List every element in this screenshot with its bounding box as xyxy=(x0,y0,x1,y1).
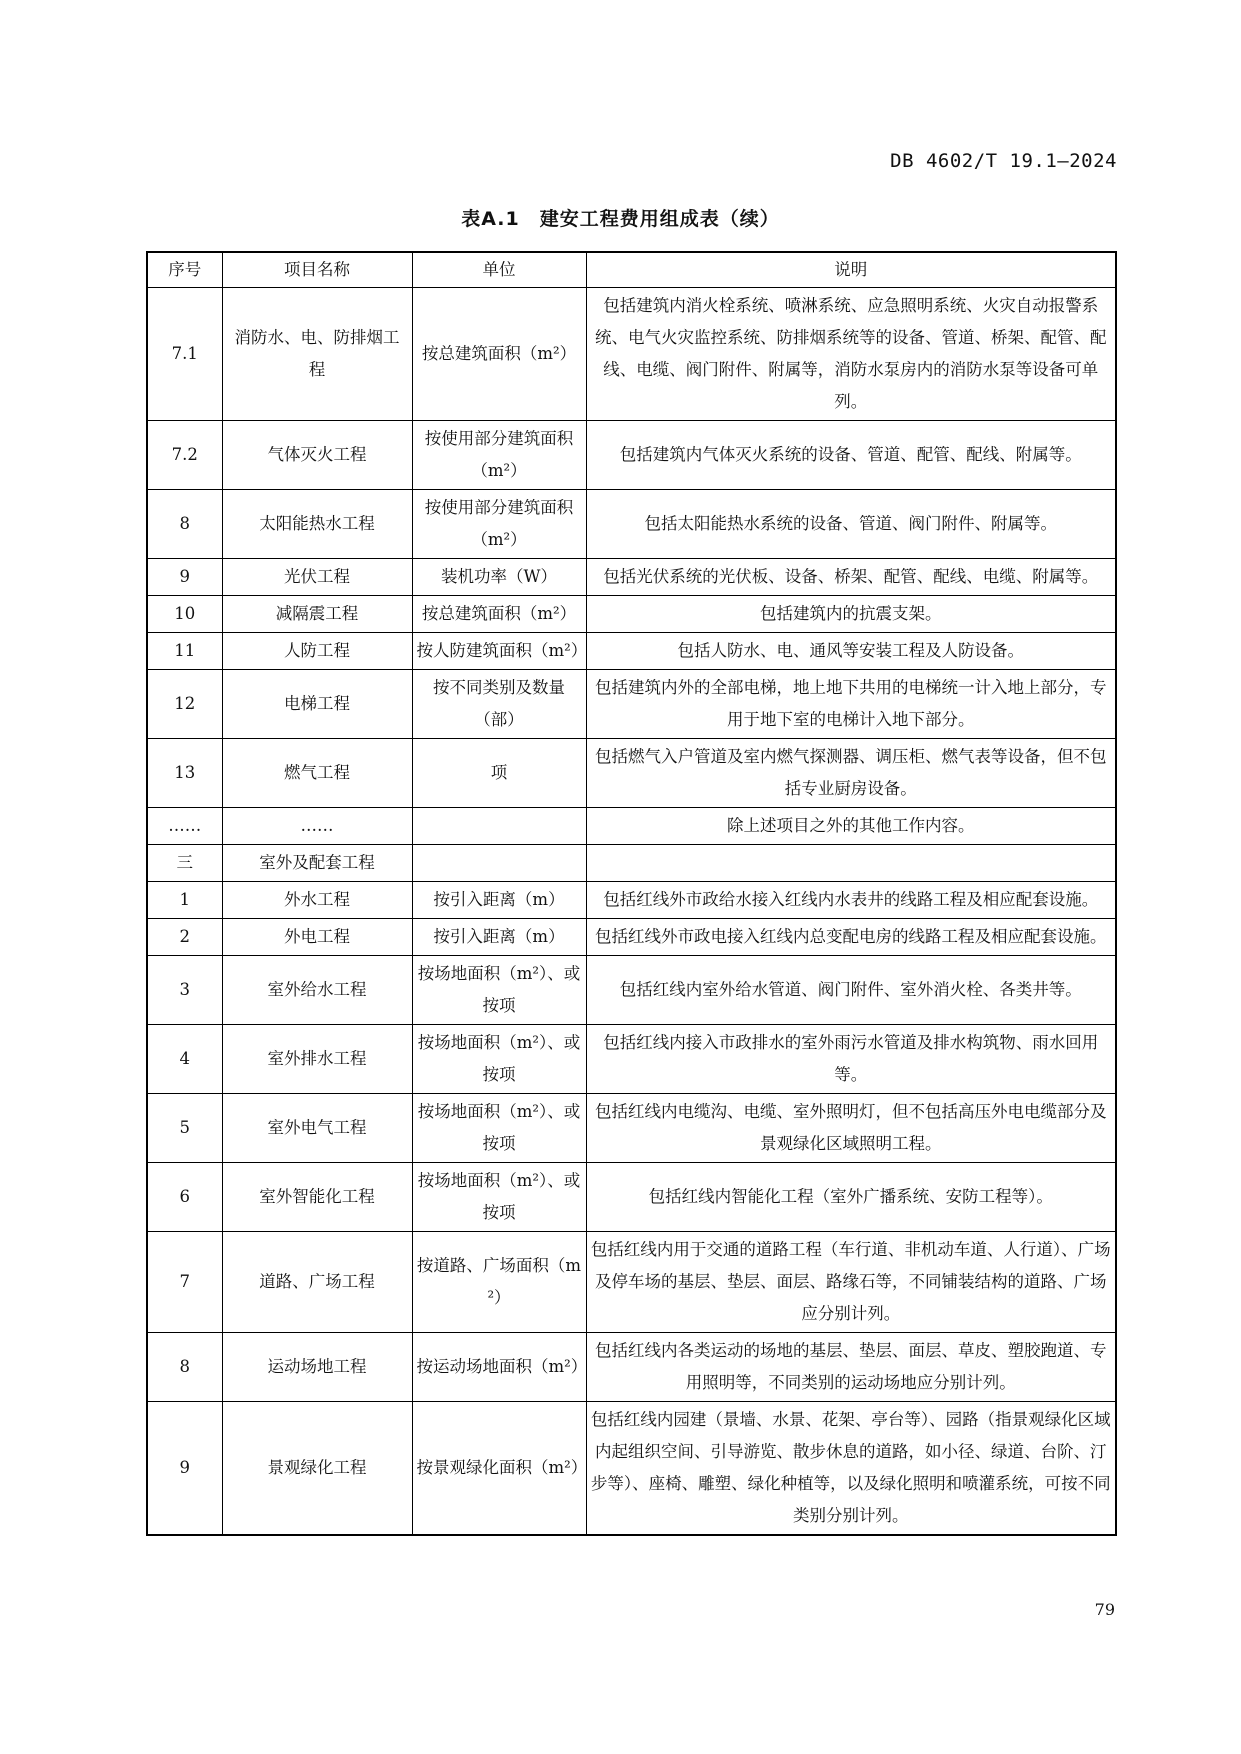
cell-desc xyxy=(586,845,1116,882)
cell-name: 人防工程 xyxy=(222,633,412,670)
table-row xyxy=(147,882,1116,919)
table-row xyxy=(147,1232,1116,1333)
cell-no: 5 xyxy=(147,1094,222,1163)
table-row xyxy=(147,490,1116,559)
cell-no: …… xyxy=(147,808,222,845)
cell-no: 11 xyxy=(147,633,222,670)
table-title: 表A.1 建安工程费用组成表（续） xyxy=(461,208,780,230)
cell-unit xyxy=(412,808,586,845)
cell-name: 太阳能热水工程 xyxy=(222,490,412,559)
table-row xyxy=(147,421,1116,490)
cell-desc: 包括燃气入户管道及室内燃气探测器、调压柜、燃气表等设备，但不包括专业厨房设备。 xyxy=(586,739,1116,808)
table-row xyxy=(147,596,1116,633)
cell-no: 9 xyxy=(147,559,222,596)
table-row xyxy=(147,288,1116,421)
cell-no: 8 xyxy=(147,1333,222,1402)
cell-unit: 项 xyxy=(412,739,586,808)
cell-desc: 包括红线内接入市政排水的室外雨污水管道及排水构筑物、雨水回用等。 xyxy=(586,1025,1116,1094)
cell-unit: 按景观绿化面积（m²） xyxy=(412,1402,586,1536)
cell-unit: 按运动场地面积（m²） xyxy=(412,1333,586,1402)
cell-name: …… xyxy=(222,808,412,845)
cell-name: 光伏工程 xyxy=(222,559,412,596)
cell-desc: 包括红线内园建（景墙、水景、花架、亭台等）、园路（指景观绿化区域内起组织空间、引导游览、散步休息的道路，如小径、绿道、台阶、汀步等）、座椅、雕塑、绿化种植等，以及绿化照明和喷灌系统，可按不同类别分别计列。 xyxy=(586,1402,1116,1536)
cell-desc: 包括光伏系统的光伏板、设备、桥架、配管、配线、电缆、附属等。 xyxy=(586,559,1116,596)
cell-no: 7.1 xyxy=(147,288,222,421)
cell-name: 减隔震工程 xyxy=(222,596,412,633)
cell-no: 三 xyxy=(147,845,222,882)
cell-name: 室外电气工程 xyxy=(222,1094,412,1163)
cell-desc: 除上述项目之外的其他工作内容。 xyxy=(586,808,1116,845)
column-header-no: 序号 xyxy=(147,252,222,288)
cell-name: 室外给水工程 xyxy=(222,956,412,1025)
table-row xyxy=(147,1025,1116,1094)
cell-unit: 按场地面积（m²）、或按项 xyxy=(412,1025,586,1094)
table-row xyxy=(147,1402,1116,1536)
cell-desc: 包括建筑内消火栓系统、喷淋系统、应急照明系统、火灾自动报警系统、电气火灾监控系统、防排烟系统等的设备、管道、桥架、配管、配线、电缆、阀门附件、附属等，消防水泵房内的消防水泵等设备可单列。 xyxy=(586,288,1116,421)
cell-name: 室外排水工程 xyxy=(222,1025,412,1094)
cell-no: 7.2 xyxy=(147,421,222,490)
cell-no: 13 xyxy=(147,739,222,808)
cell-unit: 按场地面积（m²）、或按项 xyxy=(412,956,586,1025)
cell-name: 气体灭火工程 xyxy=(222,421,412,490)
table-row xyxy=(147,633,1116,670)
cell-name: 景观绿化工程 xyxy=(222,1402,412,1536)
table-row xyxy=(147,1163,1116,1232)
cell-unit xyxy=(412,845,586,882)
cell-desc: 包括建筑内的抗震支架。 xyxy=(586,596,1116,633)
cell-unit: 按总建筑面积（m²） xyxy=(412,288,586,421)
table-row xyxy=(147,670,1116,739)
cell-no: 3 xyxy=(147,956,222,1025)
cell-unit: 装机功率（W） xyxy=(412,559,586,596)
table-row xyxy=(147,919,1116,956)
cell-name: 燃气工程 xyxy=(222,739,412,808)
cell-no: 8 xyxy=(147,490,222,559)
cell-name: 室外及配套工程 xyxy=(222,845,412,882)
cell-no: 6 xyxy=(147,1163,222,1232)
table-row xyxy=(147,559,1116,596)
cell-no: 2 xyxy=(147,919,222,956)
cell-name: 电梯工程 xyxy=(222,670,412,739)
cell-desc: 包括太阳能热水系统的设备、管道、阀门附件、附属等。 xyxy=(586,490,1116,559)
column-header-unit: 单位 xyxy=(412,252,586,288)
cell-desc: 包括红线内电缆沟、电缆、室外照明灯，但不包括高压外电电缆部分及景观绿化区域照明工程。 xyxy=(586,1094,1116,1163)
cell-no: 1 xyxy=(147,882,222,919)
cell-unit: 按人防建筑面积（m²） xyxy=(412,633,586,670)
cell-name: 消防水、电、防排烟工程 xyxy=(222,288,412,421)
cell-unit: 按使用部分建筑面积（m²） xyxy=(412,490,586,559)
cell-no: 9 xyxy=(147,1402,222,1536)
cell-unit: 按场地面积（m²）、或按项 xyxy=(412,1094,586,1163)
table-row xyxy=(147,956,1116,1025)
cell-name: 外电工程 xyxy=(222,919,412,956)
cell-no: 4 xyxy=(147,1025,222,1094)
cell-name: 运动场地工程 xyxy=(222,1333,412,1402)
cell-desc: 包括红线外市政给水接入红线内水表井的线路工程及相应配套设施。 xyxy=(586,882,1116,919)
document-code: DB 4602/T 19.1—2024 xyxy=(890,150,1117,172)
cell-desc: 包括红线内各类运动的场地的基层、垫层、面层、草皮、塑胶跑道、专用照明等，不同类别的运动场地应分别计列。 xyxy=(586,1333,1116,1402)
table-row xyxy=(147,739,1116,808)
cell-unit: 按总建筑面积（m²） xyxy=(412,596,586,633)
cell-no: 7 xyxy=(147,1232,222,1333)
table-row xyxy=(147,1333,1116,1402)
cell-desc: 包括人防水、电、通风等安装工程及人防设备。 xyxy=(586,633,1116,670)
table-row xyxy=(147,808,1116,845)
cell-unit: 按使用部分建筑面积（m²） xyxy=(412,421,586,490)
cell-unit: 按道路、广场面积（m²） xyxy=(412,1232,586,1333)
cell-desc: 包括红线外市政电接入红线内总变配电房的线路工程及相应配套设施。 xyxy=(586,919,1116,956)
cell-desc: 包括红线内用于交通的道路工程（车行道、非机动车道、人行道）、广场及停车场的基层、垫层、面层、路缘石等，不同铺装结构的道路、广场应分别计列。 xyxy=(586,1232,1116,1333)
table-row xyxy=(147,1094,1116,1163)
table-header-row xyxy=(147,252,1116,288)
cell-desc: 包括建筑内气体灭火系统的设备、管道、配管、配线、附属等。 xyxy=(586,421,1116,490)
cell-unit: 按引入距离（m） xyxy=(412,919,586,956)
cell-desc: 包括红线内智能化工程（室外广播系统、安防工程等）。 xyxy=(586,1163,1116,1232)
cell-desc: 包括红线内室外给水管道、阀门附件、室外消火栓、各类井等。 xyxy=(586,956,1116,1025)
cell-desc: 包括建筑内外的全部电梯，地上地下共用的电梯统一计入地上部分，专用于地下室的电梯计入地下部分。 xyxy=(586,670,1116,739)
cell-name: 道路、广场工程 xyxy=(222,1232,412,1333)
cell-no: 10 xyxy=(147,596,222,633)
cell-unit: 按引入距离（m） xyxy=(412,882,586,919)
column-header-desc: 说明 xyxy=(586,252,1116,288)
column-header-name: 项目名称 xyxy=(222,252,412,288)
cell-name: 室外智能化工程 xyxy=(222,1163,412,1232)
cost-composition-table xyxy=(146,251,1117,1536)
cell-unit: 按场地面积（m²）、或按项 xyxy=(412,1163,586,1232)
page-number: 79 xyxy=(1094,1600,1115,1619)
table-row xyxy=(147,845,1116,882)
cell-unit: 按不同类别及数量（部） xyxy=(412,670,586,739)
cell-no: 12 xyxy=(147,670,222,739)
cell-name: 外水工程 xyxy=(222,882,412,919)
